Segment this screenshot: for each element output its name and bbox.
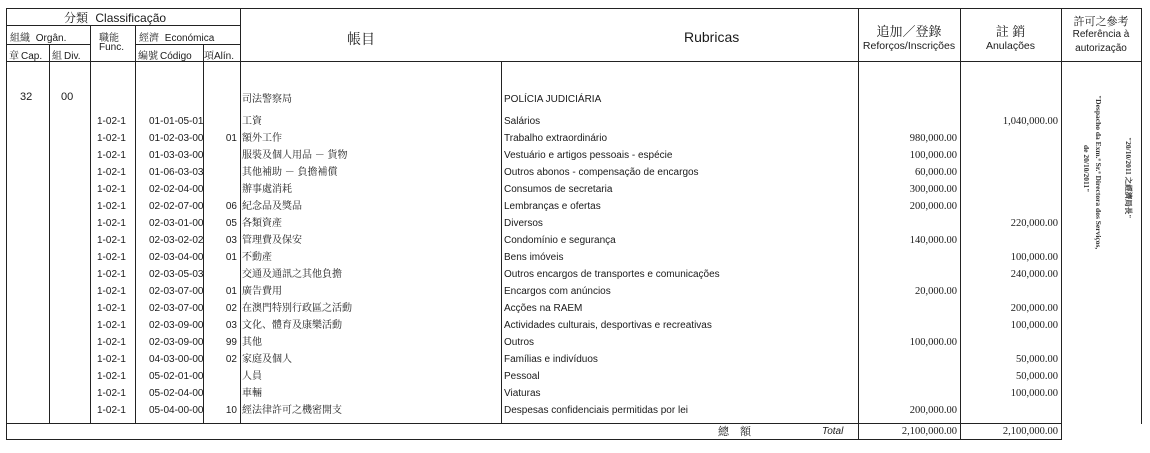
row-rubrica-pt: Diversos <box>504 218 543 229</box>
header-line-3 <box>135 44 241 45</box>
row-func: 1-02-1 <box>97 201 126 212</box>
row-func: 1-02-1 <box>97 150 126 161</box>
row-code: 02-03-07-00 <box>149 286 204 297</box>
row-func: 1-02-1 <box>97 354 126 365</box>
cap-cn: 章 <box>9 51 19 62</box>
col-line-reforco <box>858 8 859 440</box>
entity-name-pt: POLÍCIA JUDICIÁRIA <box>504 94 602 105</box>
row-rubrica-pt: Famílias e indivíduos <box>504 354 598 365</box>
entity-div: 00 <box>61 91 74 103</box>
rubricas-header-pt: Rubricas <box>684 29 740 45</box>
row-rubrica-cn: 其他補助 － 負擔補償 <box>242 167 338 178</box>
row-rubrica-pt: Salários <box>504 116 541 127</box>
row-code: 02-03-05-03 <box>149 269 204 280</box>
row-alin: 01 <box>225 286 237 297</box>
economica-cn: 經濟 <box>139 33 159 44</box>
row-anulacao: 100,000.00 <box>1010 252 1058 263</box>
row-rubrica-pt: Viaturas <box>504 388 541 399</box>
row-rubrica-cn: 家庭及個人 <box>242 354 292 365</box>
row-alin: 03 <box>225 320 237 331</box>
row-rubrica-cn: 車輛 <box>242 388 262 399</box>
row-rubrica-pt: Actividades culturais, desportivas e recreativas <box>504 320 712 331</box>
row-rubrica-pt: Vestuário e artigos pessoais - espécie <box>504 150 673 161</box>
row-code: 05-04-00-00 <box>149 405 204 416</box>
row-code: 01-03-03-00 <box>149 150 204 161</box>
div-cn: 組 <box>52 51 62 62</box>
row-rubrica-pt: Consumos de secretaria <box>504 184 613 195</box>
row-rubrica-cn: 文化、體育及康樂活動 <box>242 320 342 331</box>
row-func: 1-02-1 <box>97 269 126 280</box>
row-func: 1-02-1 <box>97 218 126 229</box>
row-rubrica-cn: 工資 <box>242 116 262 127</box>
referencia-header-pt2: autorização <box>1075 43 1127 54</box>
row-code: 02-03-07-00 <box>149 303 204 314</box>
row-rubrica-cn: 服裝及個人用品 － 貨物 <box>242 150 348 161</box>
organica-pt: Orgân. <box>35 33 67 44</box>
row-reforco: 20,000.00 <box>915 286 957 297</box>
row-alin: 06 <box>225 201 237 212</box>
referencia-header-pt1: Referência à <box>1072 29 1130 40</box>
row-rubrica-pt: Lembranças e ofertas <box>504 201 601 212</box>
alin-cn: 項 <box>204 51 214 62</box>
referencia-line-3: de 20/10/2011" <box>1082 145 1091 193</box>
row-rubrica-pt: Encargos com anúncios <box>504 286 611 297</box>
entity-cap: 32 <box>20 91 33 103</box>
codigo-pt: Código <box>160 51 192 62</box>
row-alin: 02 <box>225 354 237 365</box>
entity-name-cn: 司法警察局 <box>242 94 292 105</box>
col-line-div <box>49 44 50 423</box>
row-rubrica-pt: Outros <box>504 337 535 348</box>
row-alin: 03 <box>225 235 237 246</box>
border-bottom <box>6 439 1061 440</box>
referencia-despacho <box>1055 95 1135 295</box>
organica-header <box>10 29 66 44</box>
reforcos-header-pt: Reforços/Inscrições <box>862 40 956 52</box>
col-line-pt <box>501 61 502 423</box>
row-func: 1-02-1 <box>97 116 126 127</box>
border-right <box>1141 8 1142 424</box>
row-func: 1-02-1 <box>97 252 126 263</box>
row-rubrica-cn: 其他 <box>242 337 262 348</box>
func-header-pt: Func. <box>99 42 125 53</box>
border-left <box>6 8 7 440</box>
codigo-header <box>138 47 192 62</box>
row-code: 02-02-04-00 <box>149 184 204 195</box>
referencia-line-2: "Despacho da Exm.ª Sr.ª Directora dos Serviços, <box>1094 95 1103 250</box>
cap-pt: Cap. <box>21 51 43 62</box>
row-func: 1-02-1 <box>97 184 126 195</box>
div-header <box>52 47 80 62</box>
row-rubrica-pt: Trabalho extraordinário <box>504 133 608 144</box>
row-code: 02-03-04-00 <box>149 252 204 263</box>
row-reforco: 200,000.00 <box>909 405 957 416</box>
classificacao-cn: 分類 <box>64 11 89 25</box>
row-anulacao: 220,000.00 <box>1010 218 1058 229</box>
row-rubrica-pt: Outros abonos - compensação de encargos <box>504 167 699 178</box>
row-rubrica-pt: Acções na RAEM <box>504 303 583 314</box>
total-label-cn: 總 額 <box>718 426 751 438</box>
col-line-code <box>135 25 136 423</box>
row-rubrica-cn: 交通及通訊之其他負擔 <box>242 269 342 280</box>
row-anulacao: 50,000.00 <box>1016 354 1058 365</box>
referencia-header-cn: 許可之參考 <box>1073 16 1129 28</box>
rubricas-header-cn: 帳目 <box>347 31 375 47</box>
row-reforco: 100,000.00 <box>909 150 957 161</box>
row-code: 01-02-03-00 <box>149 133 204 144</box>
row-anulacao: 240,000.00 <box>1010 269 1058 280</box>
row-code: 02-03-02-02 <box>149 235 204 246</box>
economica-pt: Económica <box>164 33 215 44</box>
col-line-anulacao <box>960 8 961 440</box>
row-func: 1-02-1 <box>97 371 126 382</box>
reforcos-header-cn: 追加／登錄 <box>876 24 942 39</box>
border-top <box>6 8 1142 9</box>
row-rubrica-cn: 人員 <box>242 371 262 382</box>
alin-header <box>204 47 234 62</box>
referencia-line-1: "20/10/2011 之經濟局長" <box>1124 137 1133 219</box>
row-rubrica-cn: 額外工作 <box>242 133 282 144</box>
row-func: 1-02-1 <box>97 303 126 314</box>
row-reforco: 980,000.00 <box>909 133 957 144</box>
anulacoes-header-pt: Anulações <box>985 40 1036 52</box>
total-anulacao: 2,100,000.00 <box>1002 426 1058 437</box>
row-func: 1-02-1 <box>97 405 126 416</box>
row-rubrica-pt: Pessoal <box>504 371 540 382</box>
row-anulacao: 50,000.00 <box>1016 371 1058 382</box>
row-alin: 01 <box>225 252 237 263</box>
row-code: 05-02-04-00 <box>149 388 204 399</box>
col-line-cn <box>240 8 241 423</box>
header-line-2 <box>6 44 90 45</box>
row-alin: 99 <box>225 337 237 348</box>
row-reforco: 200,000.00 <box>909 201 957 212</box>
row-code: 01-01-05-01 <box>149 116 204 127</box>
row-rubrica-cn: 各類資產 <box>242 218 282 229</box>
row-rubrica-cn: 在澳門特別行政區之活動 <box>242 303 352 314</box>
organica-cn: 組織 <box>10 33 30 44</box>
row-reforco: 140,000.00 <box>909 235 957 246</box>
row-rubrica-cn: 紀念品及獎品 <box>242 201 302 212</box>
row-func: 1-02-1 <box>97 286 126 297</box>
row-rubrica-pt: Outros encargos de transportes e comunicações <box>504 269 720 280</box>
row-func: 1-02-1 <box>97 167 126 178</box>
row-alin: 05 <box>225 218 237 229</box>
total-reforco: 2,100,000.00 <box>901 426 957 437</box>
row-code: 02-03-09-00 <box>149 337 204 348</box>
row-rubrica-pt: Despesas confidenciais permitidas por lei <box>504 405 688 416</box>
row-code: 01-06-03-03 <box>149 167 204 178</box>
row-func: 1-02-1 <box>97 388 126 399</box>
economica-header <box>139 29 214 44</box>
row-alin: 10 <box>225 405 237 416</box>
classificacao-pt: Classificação <box>95 11 167 25</box>
row-anulacao: 100,000.00 <box>1010 320 1058 331</box>
func-header-cn: 職能 <box>99 33 119 44</box>
row-rubrica-cn: 經法律許可之機密開支 <box>242 405 342 416</box>
anulacoes-header-cn: 註 銷 <box>995 24 1026 39</box>
row-rubrica-cn: 管理費及保安 <box>242 235 302 246</box>
row-rubrica-pt: Condomínio e segurança <box>504 235 616 246</box>
row-func: 1-02-1 <box>97 320 126 331</box>
row-rubrica-cn: 廣告費用 <box>242 286 282 297</box>
row-reforco: 300,000.00 <box>909 184 957 195</box>
div-pt: Div. <box>64 51 81 62</box>
total-label-pt: Total <box>822 426 844 437</box>
codigo-cn: 編號 <box>138 51 158 62</box>
col-line-func <box>90 25 91 423</box>
row-anulacao: 1,040,000.00 <box>1002 116 1058 127</box>
row-anulacao: 100,000.00 <box>1010 388 1058 399</box>
row-func: 1-02-1 <box>97 133 126 144</box>
row-reforco: 100,000.00 <box>909 337 957 348</box>
alin-pt: Alín. <box>214 51 235 62</box>
classificacao-header <box>64 9 166 26</box>
row-code: 05-02-01-00 <box>149 371 204 382</box>
row-func: 1-02-1 <box>97 235 126 246</box>
row-rubrica-cn: 辦事處消耗 <box>242 184 292 195</box>
cap-header <box>9 47 42 62</box>
row-alin: 01 <box>225 133 237 144</box>
total-divider <box>6 423 1061 424</box>
row-anulacao: 200,000.00 <box>1010 303 1058 314</box>
row-reforco: 60,000.00 <box>915 167 957 178</box>
row-code: 02-03-01-00 <box>149 218 204 229</box>
row-func: 1-02-1 <box>97 337 126 348</box>
row-rubrica-cn: 不動產 <box>242 252 272 263</box>
row-rubrica-pt: Bens imóveis <box>504 252 564 263</box>
row-code: 04-03-00-00 <box>149 354 204 365</box>
row-code: 02-03-09-00 <box>149 320 204 331</box>
row-alin: 02 <box>225 303 237 314</box>
row-code: 02-02-07-00 <box>149 201 204 212</box>
